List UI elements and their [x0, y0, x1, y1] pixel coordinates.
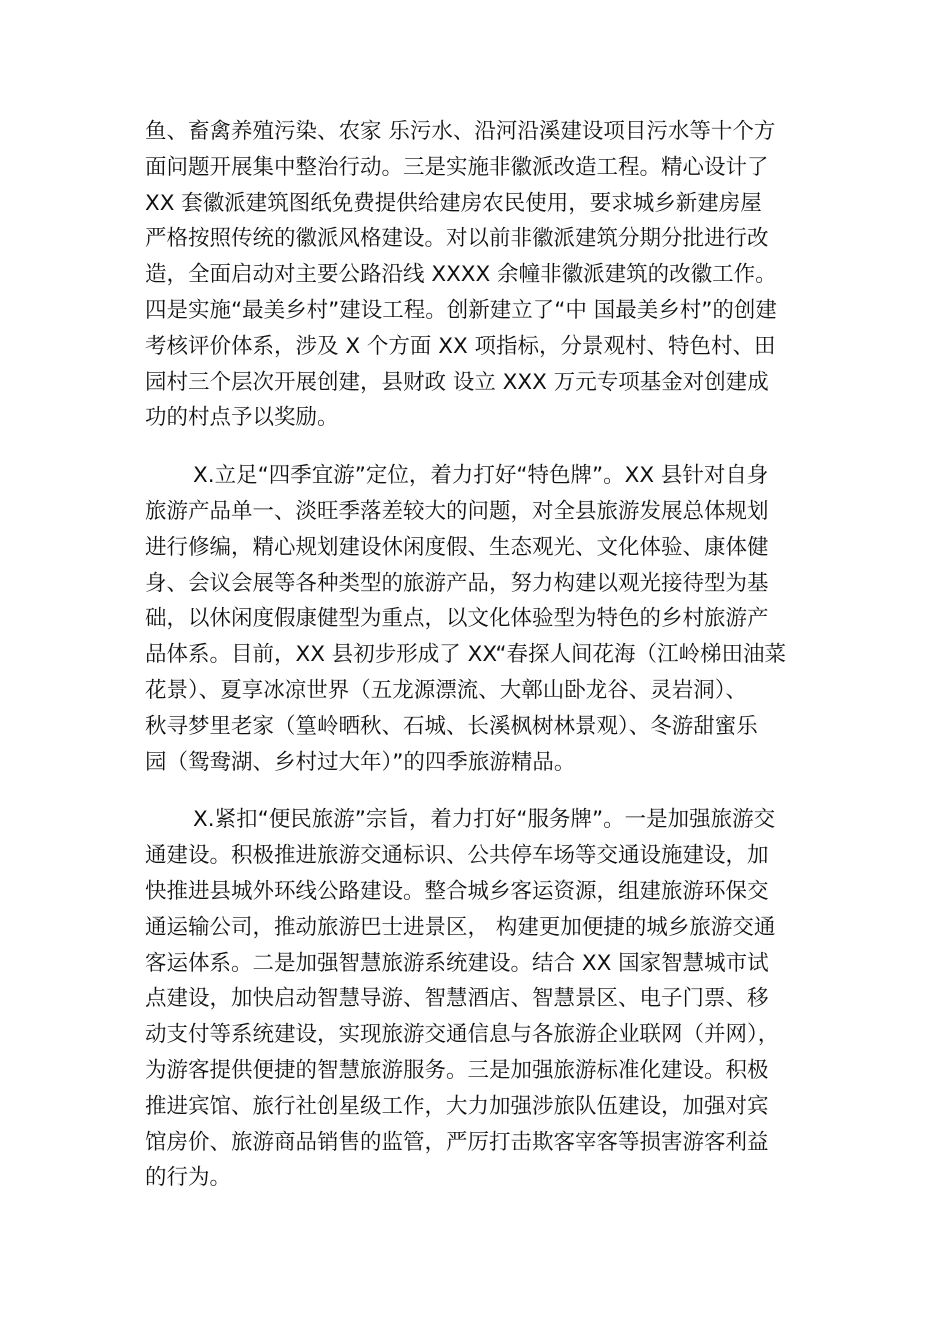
text-line: 品体系。目前，XX 县初步形成了 XX“春探人间花海（江岭梯田油菜	[145, 642, 787, 668]
text-line: 点建设，加快启动智慧导游、智慧酒店、智慧景区、电子门票、移	[145, 986, 769, 1012]
text-line: 为游客提供便捷的智慧旅游服务。三是加强旅游标准化建设。积极	[145, 1057, 769, 1083]
text-line: X.立足“四季宜游”定位，着力打好“特色牌”。XX 县针对自身	[193, 463, 769, 489]
text-line: 础，以休闲度假康健型为重点，以文化体验型为特色的乡村旅游产	[145, 606, 769, 632]
text-line: 馆房价、旅游商品销售的监管，严厉打击欺客宰客等损害游客利益	[145, 1129, 769, 1155]
paragraph-spacing	[145, 436, 810, 458]
text-line: 面问题开展集中整治行动。三是实施非徽派改造工程。精心设计了	[145, 154, 769, 180]
text-line: 花景）、夏享冰凉世界（五龙源漂流、大鄣山卧龙谷、灵岩洞）、	[145, 677, 748, 703]
text-line: 的行为。	[145, 1165, 232, 1191]
paragraph-convenient-tourism	[145, 802, 810, 1196]
text-line: 秋寻梦里老家（篁岭晒秋、石城、长溪枫树林景观）、冬游甜蜜乐	[145, 713, 758, 739]
text-line: 通建设。积极推进旅游交通标识、公共停车场等交通设施建设，加	[145, 843, 769, 869]
text-line: 功的村点予以奖励。	[145, 405, 339, 431]
text-line: 鱼、畜禽养殖污染、农家 乐污水、沿河沿溪建设项目污水等十个方	[145, 119, 776, 144]
text-line: 造，全面启动对主要公路沿线 XXXX 余幢非徽派建筑的改徽工作。	[145, 262, 777, 288]
paragraph-four-seasons	[145, 458, 810, 780]
text-line: 身、会议会展等各种类型的旅游产品，努力构建以观光接待型为基	[145, 570, 769, 596]
text-line: 推进宾馆、旅行社创星级工作，大力加强涉旅队伍建设，加强对宾	[145, 1093, 769, 1119]
text-line: 考核评价体系，涉及 X 个方面 XX 项指标，分景观村、特色村、田	[145, 333, 776, 359]
text-line: 园（鸳鸯湖、乡村过大年）”的四季旅游精品。	[145, 749, 576, 775]
paragraph-spacing	[145, 780, 810, 802]
text-line: 快推进县城外环线公路建设。整合城乡客运资源，组建旅游环保交	[145, 878, 769, 904]
text-line: 园村三个层次开展创建，县财政 设立 XXX 万元专项基金对创建成	[145, 369, 769, 395]
text-line: XX 套徽派建筑图纸免费提供给建房农民使用，要求城乡新建房屋	[145, 190, 762, 216]
text-line: 通运输公司，推动旅游巴士进景区， 构建更加便捷的城乡旅游交通	[145, 914, 776, 940]
text-line: X.紧扣“便民旅游”宗旨，着力打好“服务牌”。一是加强旅游交	[193, 807, 776, 833]
text-line: 四是实施“最美乡村”建设工程。创新建立了“中 国最美乡村”的创建	[145, 297, 777, 323]
text-line: 进行修编，精心规划建设休闲度假、生态观光、文化体验、康体健	[145, 534, 769, 560]
text-line: 动支付等系统建设，实现旅游交通信息与各旅游企业联网（并网），	[145, 1022, 780, 1048]
paragraph-village-renovation	[145, 114, 810, 436]
document-body	[145, 114, 810, 1196]
text-line: 严格按照传统的徽派风格建设。对以前非徽派建筑分期分批进行改	[145, 226, 769, 252]
text-line: 旅游产品单一、淡旺季落差较大的问题，对全县旅游发展总体规划	[145, 498, 769, 524]
text-line: 客运体系。二是加强智慧旅游系统建设。结合 XX 国家智慧城市试	[145, 950, 769, 976]
